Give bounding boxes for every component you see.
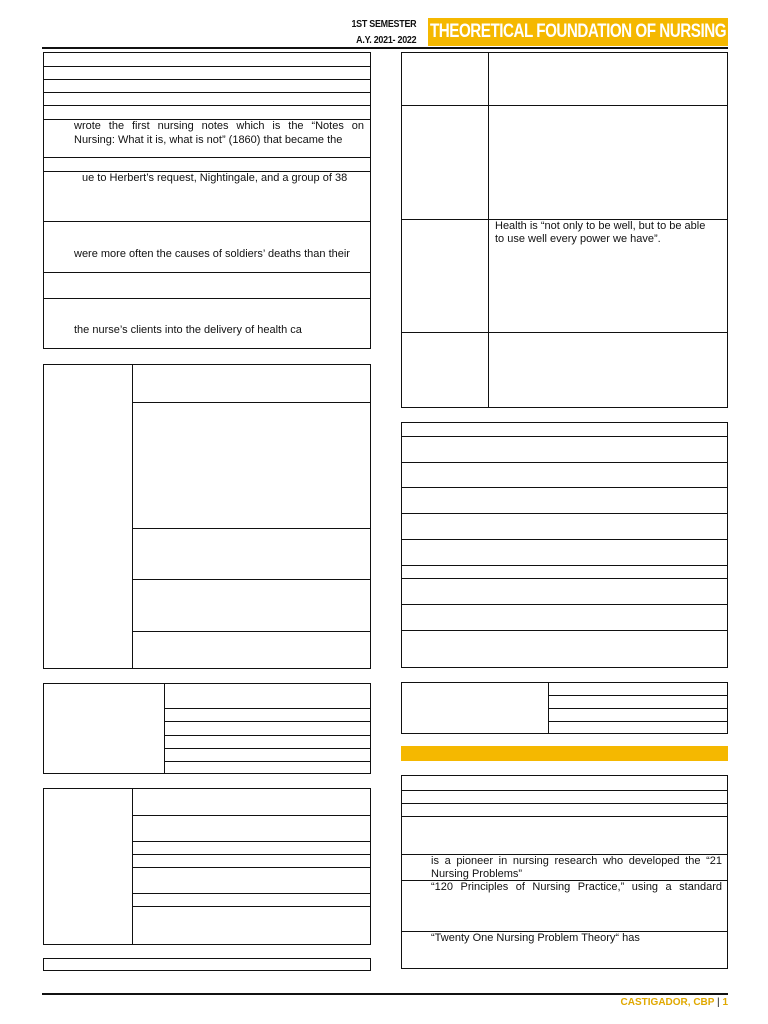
notes-text-line2: Nursing: What it is, what is not” (1860) that became the — [74, 134, 343, 146]
health-text-line2: to use well every power we have”. — [495, 233, 661, 245]
table-row-divider — [402, 803, 727, 804]
table-row-divider — [132, 867, 370, 868]
table-row-divider — [44, 298, 370, 299]
table-row-divider — [402, 630, 727, 631]
table-row-divider — [132, 815, 370, 816]
table-row-divider — [44, 66, 370, 67]
header-rule — [42, 47, 728, 49]
table-row-divider — [132, 579, 370, 580]
principles-text: “120 Principles of Nursing Practice,” using a standard — [431, 881, 722, 893]
table-row-divider — [548, 721, 727, 722]
right-middle-table — [401, 422, 728, 668]
table-row-divider — [164, 735, 370, 736]
left-bottom-strip — [43, 958, 371, 971]
table-row-divider — [402, 790, 727, 791]
column-divider — [488, 53, 489, 407]
table-row-divider — [164, 721, 370, 722]
right-small-table — [401, 682, 728, 734]
right-bottom-table — [401, 775, 728, 969]
page-number: 1 — [722, 997, 728, 1008]
table-row-divider — [164, 748, 370, 749]
table-row-divider — [548, 695, 727, 696]
table-row-divider — [44, 92, 370, 93]
table-row-divider — [132, 528, 370, 529]
table-row-divider — [132, 906, 370, 907]
table-row-divider — [44, 79, 370, 80]
table-row-divider — [164, 708, 370, 709]
clients-text: the nurse’s clients into the delivery of health ca — [74, 324, 302, 336]
table-row-divider — [44, 221, 370, 222]
soldiers-text: were more often the causes of soldiers’ deaths than their — [74, 248, 350, 260]
table-row-divider — [132, 402, 370, 403]
table-row-divider — [132, 893, 370, 894]
table-row-divider — [164, 761, 370, 762]
table-row-divider — [402, 513, 727, 514]
table-row-divider — [402, 462, 727, 463]
pioneer-text-line1: is a pioneer in nursing research who developed the “21 — [431, 855, 722, 867]
semester-block — [351, 16, 416, 48]
table-row-divider — [402, 816, 727, 817]
left-lower-table — [43, 788, 371, 945]
column-divider — [132, 365, 133, 668]
column-divider — [164, 684, 165, 773]
section-highlight-bar — [401, 746, 728, 761]
academic-year-label: A.Y. 2021- 2022 — [355, 34, 416, 46]
left-top-table — [43, 52, 371, 349]
footer-rule — [42, 993, 728, 995]
course-title-banner — [428, 18, 728, 46]
table-row-divider — [402, 332, 727, 333]
footer-author: CASTIGADOR, CBP — [620, 997, 715, 1008]
left-small-table — [43, 683, 371, 774]
table-row-divider — [132, 841, 370, 842]
notes-text-line1: wrote the first nursing notes which is the “Notes on — [74, 120, 364, 132]
page-footer — [621, 997, 728, 1008]
herbert-text: ue to Herbert’s request, Nightingale, and a group of 38 — [82, 172, 348, 184]
table-row-divider — [548, 708, 727, 709]
table-row-divider — [402, 565, 727, 566]
table-row-divider — [44, 105, 370, 106]
right-top-table — [401, 52, 728, 408]
table-row-divider — [44, 157, 370, 158]
health-text-line1: Health is “not only to be well, but to be able — [495, 220, 706, 232]
semester-label: 1ST SEMESTER — [351, 18, 416, 30]
pioneer-text-line2: Nursing Problems” — [431, 868, 523, 880]
table-row-divider — [402, 539, 727, 540]
theory-text: “Twenty One Nursing Problem Theory“ has — [431, 932, 640, 944]
footer-separator: | — [717, 997, 720, 1008]
table-row-divider — [44, 272, 370, 273]
table-row-divider — [132, 631, 370, 632]
left-middle-table — [43, 364, 371, 669]
table-row-divider — [402, 604, 727, 605]
course-title: THEORETICAL FOUNDATION OF NURSING — [430, 21, 727, 42]
table-row-divider — [402, 487, 727, 488]
table-row-divider — [402, 578, 727, 579]
table-row-divider — [132, 854, 370, 855]
table-row-divider — [402, 105, 727, 106]
table-row-divider — [402, 436, 727, 437]
